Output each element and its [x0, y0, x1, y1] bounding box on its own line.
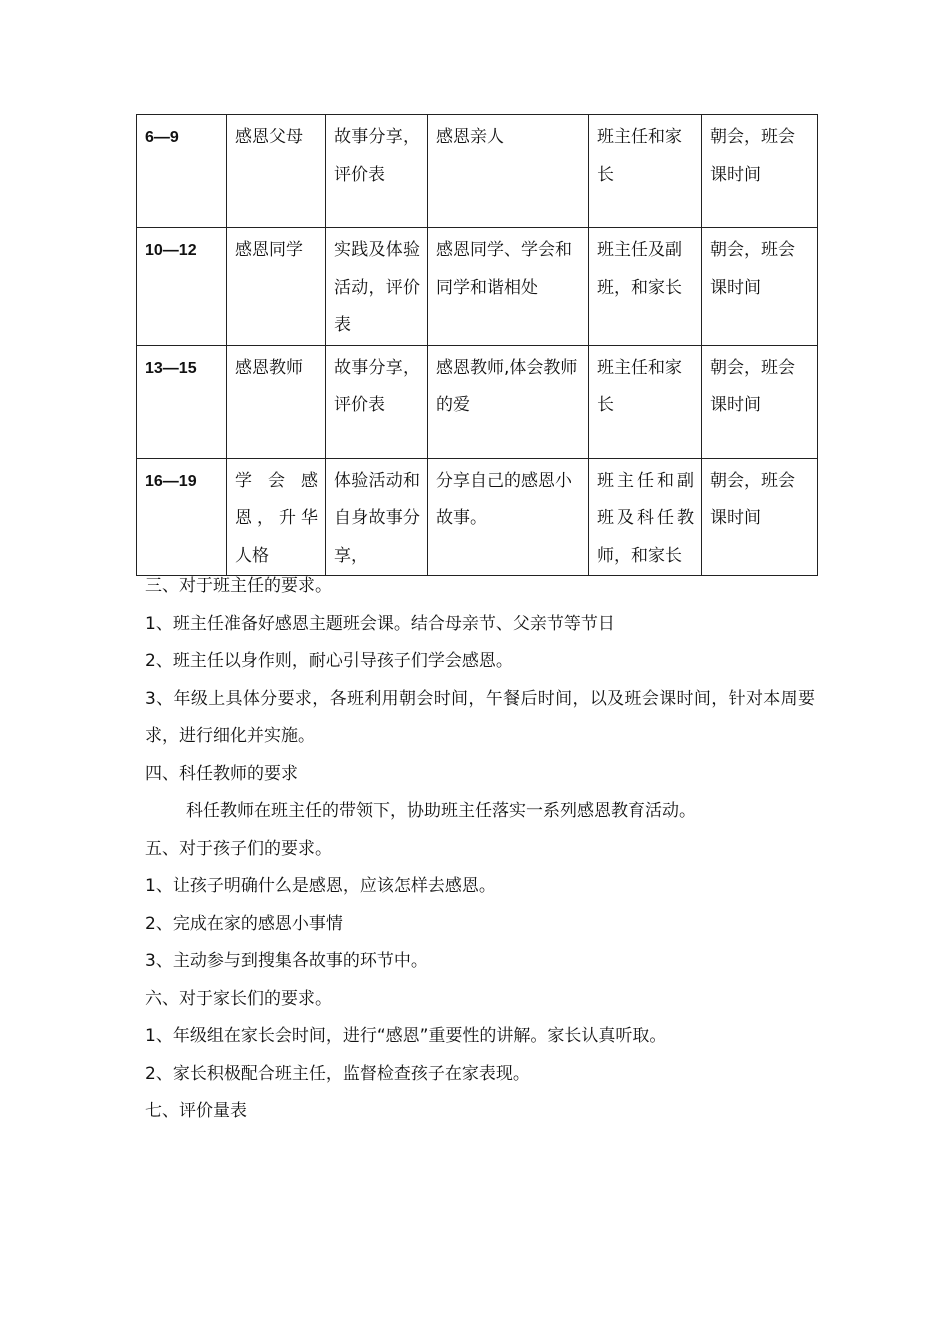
time-cell: 朝会，班会课时间 [702, 228, 818, 346]
table-row [137, 228, 818, 346]
section-6-item-2: 2、家长积极配合班主任，监督检查孩子在家表现。 [145, 1063, 530, 1084]
goal-cell: 感恩教师,体会教师的爱 [428, 345, 589, 458]
method-cell: 体验活动和自身故事分享， [326, 458, 428, 576]
method-cell: 实践及体验活动，评价表 [326, 228, 428, 346]
section-6-item-1: 1、年级组在家长会时间，进行“感恩”重要性的讲解。家长认真听取。 [145, 1026, 667, 1046]
theme-cell: 学会感恩，升华人格 [227, 458, 326, 576]
section-3-item-2: 2、班主任以身作则，耐心引导孩子们学会感恩。 [145, 651, 513, 671]
section-4-body: 科任教师在班主任的带领下，协助班主任落实一系列感恩教育活动。 [186, 801, 696, 821]
goal-cell: 感恩同学、学会和同学和谐相处 [428, 228, 589, 346]
week-cell: 16—19 [137, 458, 227, 576]
people-cell: 班主任和家长 [589, 345, 702, 458]
theme-cell: 感恩父母 [227, 115, 326, 228]
section-heading-7: 七、评价量表 [145, 1101, 247, 1121]
table-row [137, 115, 818, 228]
theme-cell: 感恩同学 [227, 228, 326, 346]
section-5-item-2: 2、完成在家的感恩小事情 [145, 913, 343, 934]
time-cell: 朝会，班会课时间 [702, 458, 818, 576]
week-cell: 6—9 [137, 115, 227, 228]
goal-cell: 分享自己的感恩小故事。 [428, 458, 589, 576]
theme-cell: 感恩教师 [227, 345, 326, 458]
time-cell: 朝会，班会课时间 [702, 345, 818, 458]
section-5-item-1: 1、让孩子明确什么是感恩，应该怎样去感恩。 [145, 876, 496, 896]
section-heading-3: 三、对于班主任的要求。 [145, 576, 332, 596]
people-cell: 班主任和副班及科任教师，和家长 [589, 458, 702, 576]
section-heading-4: 四、科任教师的要求 [145, 763, 298, 784]
section-5-item-3: 3、主动参与到搜集各故事的环节中。 [145, 951, 428, 971]
section-3-item-3: 3、年级上具体分要求，各班利用朝会时间，午餐后时间，以及班会课时间，针对本周要求，进行细化并实施。 [145, 688, 815, 746]
table-row [137, 345, 818, 458]
people-cell: 班主任及副班，和家长 [589, 228, 702, 346]
section-3-item-1: 1、班主任准备好感恩主题班会课。结合母亲节、父亲节等节日 [145, 613, 615, 634]
week-cell: 13—15 [137, 345, 227, 458]
time-cell: 朝会，班会课时间 [702, 115, 818, 228]
goal-cell: 感恩亲人 [428, 115, 589, 228]
table-row [137, 458, 818, 576]
requirements-text [145, 568, 815, 1131]
method-cell: 故事分享，评价表 [326, 345, 428, 458]
section-heading-5: 五、对于孩子们的要求。 [145, 838, 332, 859]
activity-plan-table [136, 114, 818, 576]
week-cell: 10—12 [137, 228, 227, 346]
people-cell: 班主任和家长 [589, 115, 702, 228]
method-cell: 故事分享，评价表 [326, 115, 428, 228]
section-heading-6: 六、对于家长们的要求。 [145, 988, 332, 1009]
